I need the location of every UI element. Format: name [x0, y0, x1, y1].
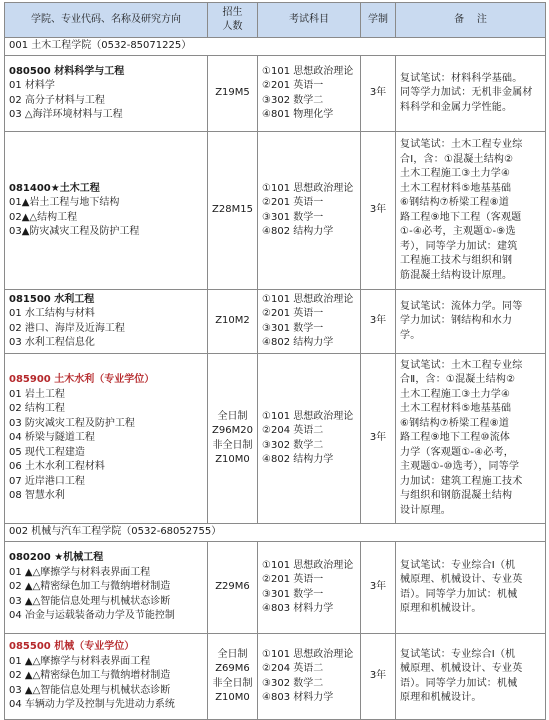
quota-value: Z10M2 — [215, 315, 250, 327]
quota-value: Z10M0 — [215, 692, 250, 703]
direction-item: 01 ▲△摩擦学与材料表界面工程 — [9, 566, 151, 578]
note-line: ①-④必考，主观题①-⑨选 — [400, 226, 516, 237]
subject-item: ④802 结构力学 — [262, 226, 334, 237]
duration-cell: 3年 — [361, 354, 396, 524]
subject-item: ④802 结构力学 — [262, 337, 334, 348]
direction-item: 03 防灾减灾工程及防护工程 — [9, 417, 135, 429]
program-cell — [5, 132, 208, 290]
direction-item: 02 ▲△精密绿色加工与微纳增材制造 — [9, 670, 171, 682]
quota-value: Z19M5 — [215, 87, 250, 99]
program-row — [5, 354, 546, 524]
direction-item: 01 水工结构与材料 — [9, 308, 95, 319]
quota-value: 非全日制 — [212, 439, 253, 451]
direction-item: 05 现代工程建造 — [9, 446, 85, 458]
admissions-catalog-page — [0, 2, 549, 715]
direction-item: 01▲岩土工程与地下结构 — [9, 197, 120, 208]
direction-item: 02 港口、海岸及近海工程 — [9, 322, 125, 334]
quota-value: 全日制 — [217, 648, 248, 660]
subject-item: ③301 数学一 — [262, 322, 324, 334]
direction-item: 07 近岸港口工程 — [9, 475, 85, 487]
note-line: 工程施工技术与组织和钢 — [400, 255, 513, 266]
note-line: 械原理、机械设计、专业英 — [400, 574, 523, 585]
note-line: 力加试：建筑工程施工技术 — [400, 475, 523, 487]
subjects-cell — [258, 634, 361, 720]
note-line: 土木工程材料⑤地基基础 — [400, 182, 512, 194]
program-cell — [5, 354, 208, 524]
header-notes-label: 备 注 — [454, 13, 487, 25]
header-notes — [396, 3, 546, 38]
subjects-cell — [258, 354, 361, 524]
note-line: 原理和机械设计。 — [400, 692, 482, 703]
program-row — [5, 290, 546, 354]
note-line: 路工程⑨地下工程（客观题 — [400, 211, 522, 223]
program-title: 081400★土木工程 — [9, 182, 100, 194]
note-line: 料科学和金属力学性能。 — [400, 101, 513, 113]
direction-item: 02 ▲△精密绿色加工与微纳增材制造 — [9, 581, 171, 593]
subject-item: ③302 数学二 — [262, 94, 324, 106]
subject-item: ①101 思想政治理论 — [262, 648, 354, 660]
subject-item: ①101 思想政治理论 — [262, 410, 354, 422]
subject-item: ②204 英语二 — [262, 663, 324, 674]
program-row — [5, 634, 546, 720]
subject-item: ③302 数学二 — [262, 439, 324, 451]
header-subjects: 考试科目 — [258, 3, 361, 38]
note-line: 学力加试：钢结构和水力 — [400, 315, 513, 327]
program-cell — [5, 290, 208, 354]
duration-cell: 3年 — [361, 132, 396, 290]
note-line: 土木工程材料⑤地基基础 — [400, 403, 512, 415]
direction-item: 03 水利工程信息化 — [9, 337, 95, 348]
program-title: 085500 机械（专业学位） — [9, 641, 135, 653]
direction-item: 03 ▲△智能信息处理与机械状态诊断 — [9, 684, 171, 696]
programs-table — [4, 2, 546, 720]
direction-item: 01 ▲△摩擦学与材料表界面工程 — [9, 655, 151, 667]
program-cell — [5, 56, 208, 132]
direction-item: 01 材料学 — [9, 80, 55, 91]
direction-item: 03 △海洋环境材料与工程 — [9, 109, 123, 120]
quota-cell — [208, 56, 258, 132]
subject-item: ②201 英语一 — [262, 80, 324, 91]
note-line: 考），同等学力加试：建筑 — [400, 240, 518, 252]
note-line: 复试笔试：材料科学基础。 — [400, 72, 523, 84]
notes-cell — [396, 542, 546, 634]
program-title: 080200 ★机械工程 — [9, 552, 104, 564]
direction-item: 02 高分子材料与工程 — [9, 94, 105, 106]
quota-cell — [208, 354, 258, 524]
table-header-row — [5, 3, 546, 38]
direction-item: 06 土木水利工程材料 — [9, 461, 105, 473]
school-title: 001 土木工程学院（0532-85071225） — [5, 38, 546, 56]
subject-item: ②201 英语一 — [262, 574, 324, 585]
note-line: 语）。同等学力加试：机械 — [400, 588, 518, 600]
subject-item: ②201 英语一 — [262, 308, 324, 319]
direction-item: 02 结构工程 — [9, 403, 65, 415]
direction-item: 03▲防灾减灾工程及防护工程 — [9, 226, 140, 237]
note-line: 复试笔试：流体力学。同等 — [400, 300, 523, 312]
subjects-cell — [258, 56, 361, 132]
note-line: 主观题①-⑩选考），同等学 — [400, 461, 520, 473]
subject-item: ③301 数学一 — [262, 211, 324, 223]
quota-value: Z96M20 — [212, 425, 253, 436]
direction-item: 04 桥梁与隧道工程 — [9, 432, 95, 444]
note-line: 复试笔试：土木工程专业综 — [400, 359, 523, 371]
subject-item: ④803 材料力学 — [262, 692, 334, 703]
note-line: 械原理、机械设计、专业英 — [400, 663, 523, 674]
note-line: 土木工程施工③土力学④ — [400, 388, 511, 400]
program-row — [5, 56, 546, 132]
duration-cell: 3年 — [361, 290, 396, 354]
quota-value: Z29M6 — [215, 581, 250, 593]
notes-cell — [396, 56, 546, 132]
notes-cell — [396, 132, 546, 290]
duration-cell: 3年 — [361, 56, 396, 132]
quota-cell — [208, 542, 258, 634]
program-title: 080500 材料科学与工程 — [9, 65, 125, 77]
notes-cell — [396, 634, 546, 720]
note-line: 筋混凝土结构设计原理。 — [400, 269, 513, 281]
header-duration: 学制 — [361, 3, 396, 38]
note-line: 复试笔试：专业综合Ⅰ（机 — [400, 648, 516, 660]
program-cell — [5, 634, 208, 720]
program-row — [5, 132, 546, 290]
direction-item: 04 车辆动力学及控制与先进动力系统 — [9, 699, 175, 711]
quota-value: Z28M15 — [212, 204, 253, 216]
note-line: 合Ⅱ，含：①混凝土结构② — [400, 374, 516, 386]
subject-item: ①101 思想政治理论 — [262, 182, 354, 194]
duration-cell: 3年 — [361, 542, 396, 634]
header-quota-line2: 人数 — [222, 21, 243, 32]
note-line: 与组织和钢筋混凝土结构 — [400, 490, 513, 502]
quota-value: 全日制 — [217, 410, 248, 422]
subject-item: ①101 思想政治理论 — [262, 559, 354, 571]
direction-item: 01 岩土工程 — [9, 388, 65, 400]
subject-item: ④801 物理化学 — [262, 109, 334, 120]
direction-item: 08 智慧水利 — [9, 490, 65, 502]
quota-value: 非全日制 — [212, 677, 253, 689]
quota-cell — [208, 290, 258, 354]
note-line: 力学（客观题①-④必考， — [400, 446, 514, 458]
note-line: 合Ⅰ，含：①混凝土结构② — [400, 153, 514, 165]
notes-cell — [396, 290, 546, 354]
program-row — [5, 542, 546, 634]
note-line: 原理和机械设计。 — [400, 603, 482, 614]
subject-item: ②204 英语二 — [262, 425, 324, 436]
note-line: 语）。同等学力加试：机械 — [400, 677, 518, 689]
quota-value: Z69M6 — [215, 663, 250, 674]
subject-item: ②201 英语一 — [262, 197, 324, 208]
header-quota — [208, 3, 258, 38]
school-row — [5, 524, 546, 542]
direction-item: 04 冶金与运载装备动力学及节能控制 — [9, 610, 175, 622]
duration-cell: 3年 — [361, 634, 396, 720]
subjects-cell — [258, 542, 361, 634]
quota-value: Z10M0 — [215, 454, 250, 465]
note-line: 设计原理。 — [400, 504, 451, 516]
subject-item: ①101 思想政治理论 — [262, 293, 354, 305]
subjects-cell — [258, 290, 361, 354]
subject-item: ④802 结构力学 — [262, 454, 334, 465]
header-quota-line1: 招生 — [222, 6, 243, 18]
notes-cell — [396, 354, 546, 524]
note-line: ⑥钢结构⑦桥梁工程⑧道 — [400, 197, 510, 208]
program-cell — [5, 542, 208, 634]
note-line: 土木工程施工③土力学④ — [400, 168, 511, 179]
direction-item: 03 ▲△智能信息处理与机械状态诊断 — [9, 595, 171, 607]
note-line: 同等学力加试：无机非金属材 — [400, 87, 533, 99]
program-title: 085900 土木水利（专业学位） — [9, 374, 155, 386]
subjects-cell — [258, 132, 361, 290]
direction-item: 02▲△结构工程 — [9, 211, 78, 223]
school-title: 002 机械与汽车工程学院（0532-68052755） — [5, 524, 546, 542]
quota-cell — [208, 634, 258, 720]
note-line: ⑥钢结构⑦桥梁工程⑧道 — [400, 417, 510, 429]
subject-item: ③302 数学二 — [262, 677, 324, 689]
subject-item: ①101 思想政治理论 — [262, 65, 354, 77]
note-line: 复试笔试：土木工程专业综 — [400, 139, 523, 150]
header-program: 学院、专业代码、名称及研究方向 — [5, 3, 208, 38]
program-title: 081500 水利工程 — [9, 293, 95, 305]
subject-item: ④803 材料力学 — [262, 603, 334, 614]
note-line: 复试笔试：专业综合Ⅰ（机 — [400, 559, 516, 571]
note-line: 路工程⑨地下工程⑩流体 — [400, 432, 511, 444]
note-line: 学。 — [400, 329, 421, 341]
school-row — [5, 38, 546, 56]
subject-item: ③301 数学一 — [262, 588, 324, 600]
quota-cell — [208, 132, 258, 290]
